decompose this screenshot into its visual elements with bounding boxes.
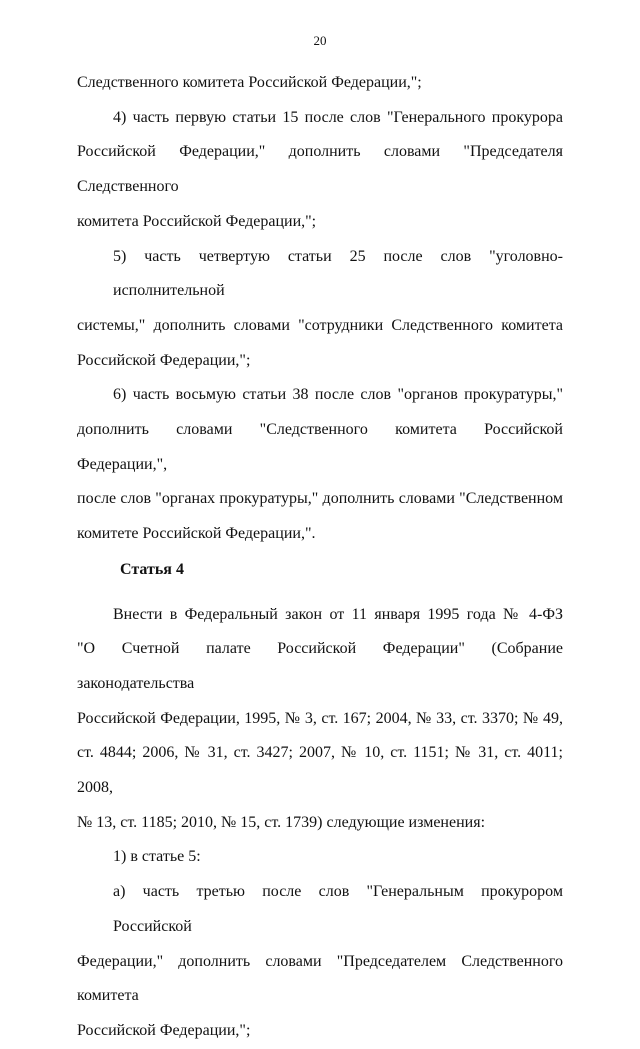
text-line: Российской Федерации,"; <box>77 1021 251 1039</box>
text-line: комитета Российской Федерации,"; <box>77 212 317 230</box>
text-line: № 13, ст. 1185; 2010, № 15, ст. 1739) следующие изменения: <box>77 813 486 831</box>
text-line: 1) в статье 5: <box>113 848 201 866</box>
document-body <box>77 66 563 1049</box>
text-line: 4) часть первую статьи 15 после слов "Генерального прокурора <box>113 108 563 126</box>
text-line: Федерации," дополнить словами "Председателем Следственного комитета <box>77 952 563 1005</box>
text-line: Российской Федерации,"; <box>77 351 251 369</box>
text-line: Российской Федерации," дополнить словами "Председателя Следственного <box>77 143 563 196</box>
text-line: а) часть третью после слов "Генеральным прокурором Российской <box>113 883 563 935</box>
text-line: Российской Федерации, 1995, № 3, ст. 167; 2004, № 33, ст. 3370; № 49, <box>77 709 563 727</box>
text-line: 6) часть восьмую статьи 38 после слов "органов прокуратуры," <box>113 386 563 404</box>
page-number: 20 <box>313 33 327 48</box>
text-line: после слов "органах прокуратуры," дополнить словами "Следственном <box>77 490 563 508</box>
text-line: дополнить словами "Следственного комитета Российской Федерации,", <box>77 421 563 473</box>
text-line: "О Счетной палате Российской Федерации" (Собрание законодательства <box>77 640 563 692</box>
text-line: 5) часть четвертую статьи 25 после слов "уголовно-исполнительной <box>113 247 563 300</box>
article-heading: Статья 4 <box>120 560 184 578</box>
text-line: Следственного комитета Российской Федерации,"; <box>77 74 422 91</box>
text-line: ст. 4844; 2006, № 31, ст. 3427; 2007, № 10, ст. 1151; № 31, ст. 4011; 2008, <box>77 744 563 797</box>
text-line: Внести в Федеральный закон от 11 января 1995 года № 4-ФЗ <box>113 605 563 623</box>
text-line: комитете Российской Федерации,". <box>77 525 316 543</box>
text-line: системы," дополнить словами "сотрудники Следственного комитета <box>77 316 563 334</box>
